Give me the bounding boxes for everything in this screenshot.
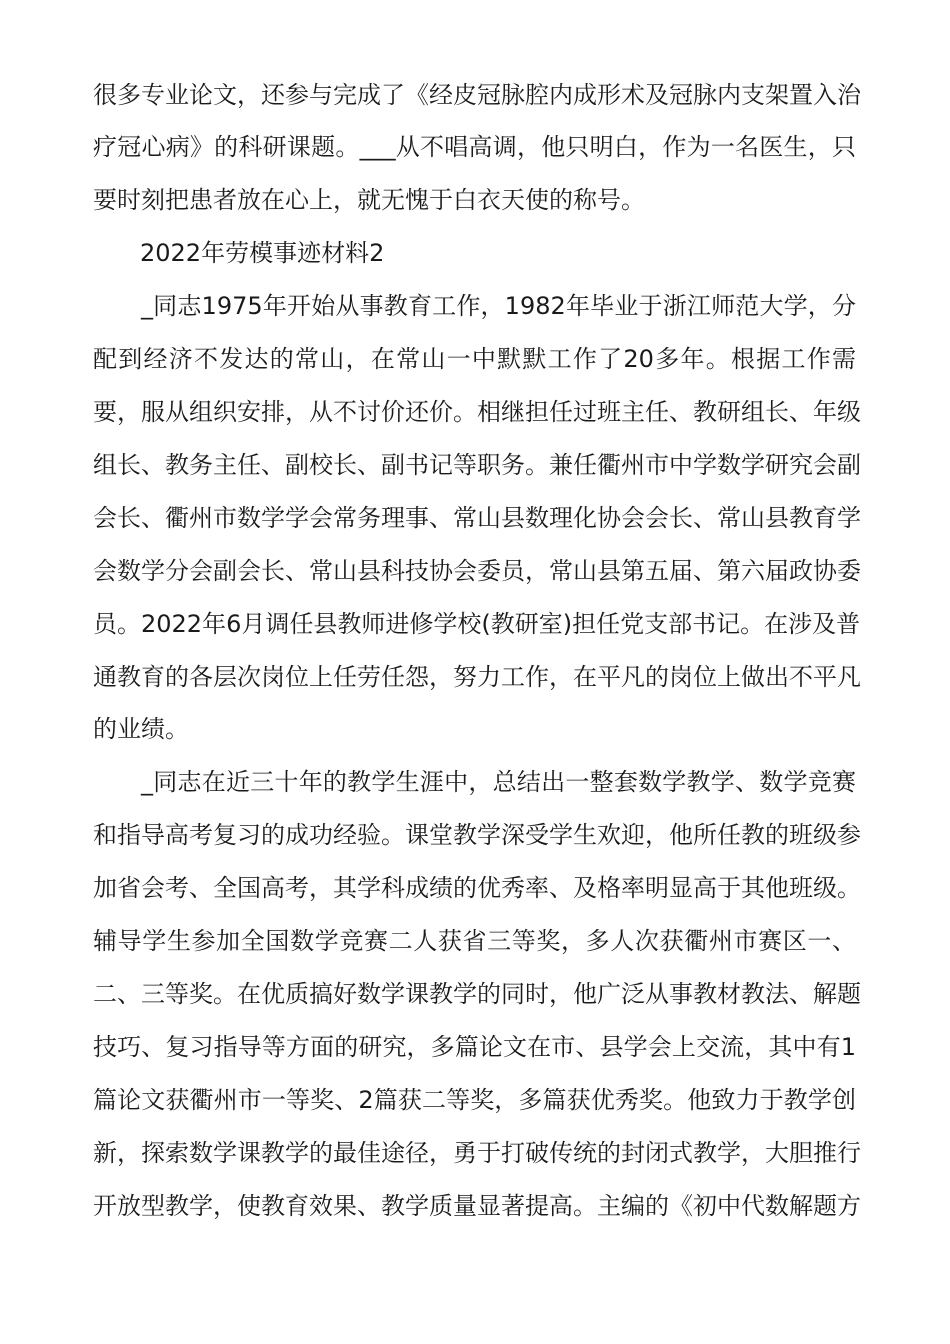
paragraph-line: 组长、教务主任、副校长、副书记等职务。兼任衢州市中学数学研究会副	[93, 451, 861, 479]
paragraph-line: 要，服从组织安排，从不讨价还价。相继担任过班主任、教研组长、年级	[93, 398, 861, 426]
paragraph-line: 和指导高考复习的成功经验。课堂教学深受学生欢迎，他所任教的班级参	[93, 821, 861, 849]
paragraph-line: 辅导学生参加全国数学竞赛二人获省三等奖，多人次获衢州市赛区一、	[93, 927, 856, 955]
paragraph-line: 新，探索数学课教学的最佳途径，勇于打破传统的封闭式教学，大胆推行	[93, 1139, 861, 1167]
paragraph-line: 的业绩。	[93, 715, 189, 743]
section-heading: 2022年劳模事迹材料2	[140, 239, 385, 267]
paragraph-line: 会长、衢州市数学学会常务理事、常山县数理化协会会长、常山县教育学	[93, 504, 861, 532]
paragraph-line: 配到经济不发达的常山，在常山一中默默工作了20多年。根据工作需	[93, 345, 856, 373]
paragraph-line: 很多专业论文，还参与完成了《经皮冠脉腔内成形术及冠脉内支架置入治	[93, 81, 861, 109]
paragraph-line: 技巧、复习指导等方面的研究，多篇论文在市、县学会上交流，其中有1	[93, 1033, 856, 1061]
paragraph-line: 二、三等奖。在优质搞好数学课教学的同时，他广泛从事教材教法、解题	[93, 980, 861, 1008]
paragraph-line: 会数学分会副会长、常山县科技协会委员，常山县第五届、第六届政协委	[93, 557, 861, 585]
paragraph-line: 疗冠心病》的科研课题。___从不唱高调，他只明白，作为一名医生，只	[93, 133, 856, 161]
paragraph-line: 通教育的各层次岗位上任劳任怨，努力工作，在平凡的岗位上做出不平凡	[93, 663, 861, 691]
paragraph-line: 开放型教学，使教育效果、教学质量显著提高。主编的《初中代数解题方	[93, 1192, 861, 1220]
paragraph-line: _同志1975年开始从事教育工作，1982年毕业于浙江师范大学，分	[141, 292, 856, 320]
paragraph-line: 篇论文获衢州市一等奖、2篇获二等奖，多篇获优秀奖。他致力于教学创	[93, 1086, 856, 1114]
paragraph-line: 加省会考、全国高考，其学科成绩的优秀率、及格率明显高于其他班级。	[93, 874, 861, 902]
paragraph-line: 员。2022年6月调任县教师进修学校(教研室)担任党支部书记。在涉及普	[93, 610, 861, 638]
paragraph-line: _同志在近三十年的教学生涯中，总结出一整套数学教学、数学竞赛	[141, 768, 856, 796]
paragraph-line: 要时刻把患者放在心上，就无愧于白衣天使的称号。	[93, 186, 645, 214]
